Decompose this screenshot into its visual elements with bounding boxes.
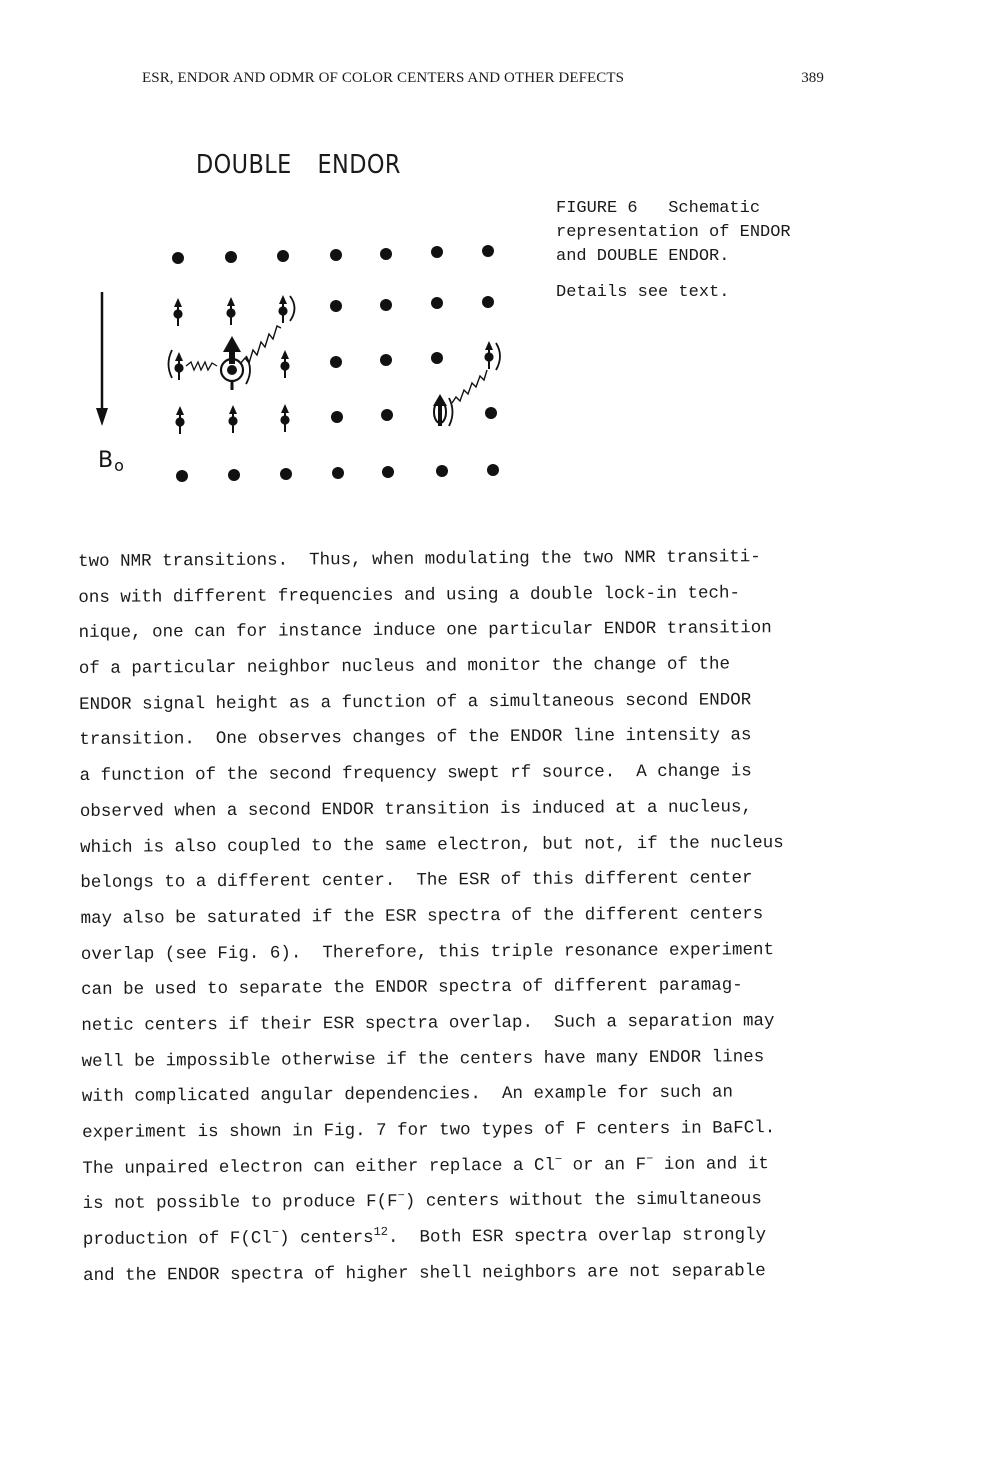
running-title: ESR, ENDOR AND ODMR OF COLOR CENTERS AND OTHER DEFECTS <box>142 70 625 86</box>
text-line: ons with different frequencies and using a double lock-in tech- <box>78 583 741 608</box>
text-span: is not possible to produce F(F <box>82 1192 398 1215</box>
text-line: belongs to a different center. The ESR of this different center <box>80 868 753 894</box>
nuclear-spin-arrow-icon <box>228 405 237 433</box>
lattice-atom-icon <box>225 251 237 263</box>
text-span: ion and it <box>653 1153 769 1175</box>
lattice-atom-icon <box>381 409 393 421</box>
lattice-atom-icon <box>380 299 392 311</box>
lattice-atom-icon <box>431 246 443 258</box>
nuclear-spin-arrow-icon <box>226 297 235 325</box>
lattice-atom-icon <box>277 250 289 262</box>
lattice-row-5 <box>176 464 499 482</box>
nuclear-spin-arrow-icon <box>280 350 289 378</box>
text-line: experiment is shown in Fig. 7 for two types of F centers in BaFCl. <box>82 1118 776 1143</box>
text-line: netic centers if their ESR spectra overlap. Such a separation may <box>81 1011 775 1036</box>
lattice-atom-icon <box>431 352 443 364</box>
text-line: can be used to separate the ENDOR spectra of different paramag- <box>81 975 743 1001</box>
lattice-atom-icon <box>382 466 394 478</box>
text-span: . Both ESR spectra overlap strongly <box>387 1225 767 1248</box>
lattice-row-1 <box>172 245 494 264</box>
superscript: − <box>646 1151 654 1166</box>
lattice-atom-icon <box>330 249 342 261</box>
text-line: and the ENDOR spectra of higher shell neighbors are not separable <box>83 1260 766 1286</box>
superscript: − <box>554 1152 563 1167</box>
caption-line: FIGURE 6 Schematic <box>556 199 761 218</box>
nuclear-spin-arrow-icon <box>175 406 184 434</box>
text-line: a function of the second frequency swept rf source. A change is <box>79 761 752 787</box>
figure-title <box>196 150 401 180</box>
lattice-atom-icon <box>482 245 494 257</box>
rf-wave-icon <box>186 362 217 370</box>
lattice-atom-icon <box>176 470 188 482</box>
text-line: two NMR transitions. Thus, when modulating the two NMR transiti- <box>78 547 761 572</box>
lattice-atom-icon <box>331 411 343 423</box>
text-line: observed when a second ENDOR transition is induced at a nucleus, <box>79 797 753 822</box>
caption-line: Details see text. <box>556 283 730 302</box>
lattice-atom-icon <box>380 354 392 366</box>
text-line: may also be saturated if the ESR spectra of the different centers <box>80 904 764 929</box>
field-label: Bo <box>98 448 124 475</box>
text-line: well be impossible otherwise if the centers have many ENDOR lines <box>81 1046 765 1072</box>
figure-caption <box>556 197 856 305</box>
text-line: nique, one can for instance induce one particular ENDOR transition <box>78 618 772 644</box>
lattice-atom-icon <box>228 469 240 481</box>
text-line: transition. One observes changes of the ENDOR line intensity as <box>79 725 752 751</box>
text-line: ENDOR signal height as a function of a simultaneous second ENDOR <box>79 690 752 715</box>
lattice-atom-icon <box>280 468 292 480</box>
lattice-row-4 <box>175 394 497 434</box>
text-span: ) centers without the simultaneous <box>404 1189 762 1213</box>
electron-spin-icon <box>433 394 447 426</box>
nuclear-spin-arrow-icon <box>278 295 287 323</box>
text-line: which is also coupled to the same electron, but not, if the nucleus <box>80 832 784 858</box>
superscript: − <box>271 1225 280 1240</box>
text-span: ) centers <box>279 1228 374 1249</box>
page-number: 389 <box>801 70 824 86</box>
text-line <box>82 1146 872 1187</box>
nuclear-spin-arrow-icon <box>174 352 183 380</box>
field-arrow-icon <box>96 292 108 426</box>
figure-title-word-1: DOUBLE <box>196 150 292 180</box>
nuclear-spin-arrow-icon <box>484 341 493 369</box>
lattice-atom-icon <box>482 296 494 308</box>
lattice-atom-icon <box>485 407 497 419</box>
text-line: with complicated angular dependencies. An example for such an <box>81 1082 734 1108</box>
text-span: production of F(Cl <box>82 1228 272 1251</box>
lattice-atom-icon <box>332 467 344 479</box>
body-text <box>78 539 873 1294</box>
text-span: or an F <box>562 1154 647 1176</box>
nuclear-spin-arrow-icon <box>173 298 182 326</box>
text-line: of a particular neighbor nucleus and monitor the change of the <box>78 654 731 680</box>
caption-line: and DOUBLE ENDOR. <box>556 247 730 266</box>
rf-wave-icon <box>452 370 487 403</box>
lattice-atom-icon <box>172 252 184 264</box>
superscript: − <box>397 1189 405 1204</box>
figure-title-word-2: ENDOR <box>317 150 401 180</box>
lattice-atom-icon <box>487 464 499 476</box>
lattice-atom-icon <box>436 465 448 477</box>
lattice-atom-icon <box>431 297 443 309</box>
endor-schematic <box>80 200 540 500</box>
running-head <box>120 70 840 94</box>
lattice-atom-icon <box>330 356 342 368</box>
lattice-row-3 <box>169 336 501 390</box>
lattice-atom-icon <box>380 248 392 260</box>
lattice-atom-icon <box>330 300 342 312</box>
caption-line: representation of ENDOR <box>556 223 791 242</box>
text-span: The unpaired electron can either replace a Cl <box>82 1155 555 1179</box>
nuclear-spin-arrow-icon <box>280 404 289 432</box>
text-line <box>83 1218 873 1259</box>
electron-spin-icon <box>221 336 243 390</box>
rf-wave-icon <box>240 326 281 364</box>
lattice-row-2 <box>173 295 494 326</box>
text-line <box>82 1182 872 1223</box>
text-line: overlap (see Fig. 6). Therefore, this triple resonance experiment <box>80 939 775 965</box>
reference-superscript: 12 <box>373 1224 389 1240</box>
